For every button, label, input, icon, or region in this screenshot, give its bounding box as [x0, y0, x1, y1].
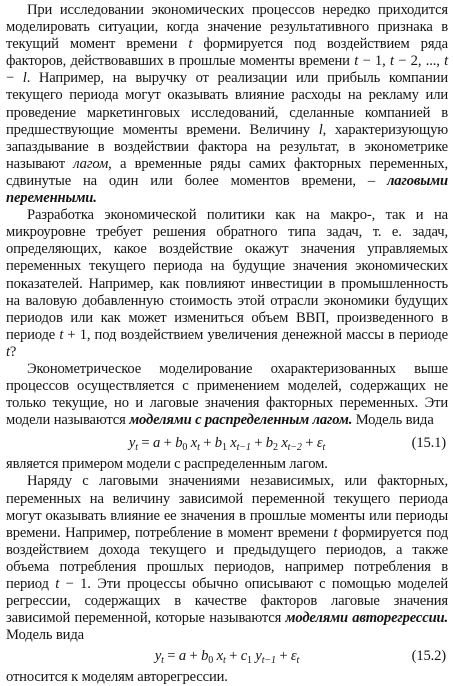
term-lag: лагом	[73, 155, 109, 172]
paragraph-3-continuation: является примером модели с распределенным лагом.	[6, 456, 328, 473]
formula-15-2-number: (15.2)	[411, 648, 446, 665]
formula-15-1	[6, 432, 448, 454]
formula-15-1-number: (15.1)	[411, 435, 446, 452]
term-distributed-lag-models: моделями с распределенным лагом.	[129, 412, 353, 429]
term-lag-variables: лаговыми переменными.	[6, 172, 448, 207]
formula-15-1-expression: $y_t = a + b_0$ $x_t + b_1$ $x_{t-1} + b_2$ $x_{t-2} + \varepsilon_t$	[128, 435, 326, 454]
formula-15-2	[6, 645, 448, 667]
term-autoregression-models: моделями авторегрессии.	[285, 610, 448, 627]
formula-15-2-expression: $y_t = a + b_0$ $x_t + c_1$ $y_{t-1} + \varepsilon_t$	[154, 648, 300, 667]
paragraph-2: Разработка экономической политики как на макро-, так и на микроуровне требует решения обратного типа задач, т. е. задач, определяющих, какое воздействие окажут значения управляемых переменных текущего периода на будущие значения экономических показателей. Например, как повлияют инвестиции в промышленность на валовую добавленную стоимость этой отрасли экономики будущих периодов или как может измениться объем ВВП, произведенного в периоде t + 1, под воздействием увеличения денежной массы в периоде t?	[6, 207, 448, 360]
paragraph-3: Эконометрическое моделирование охарактеризованных выше процессов осуществляется с применением моделей, содержащих не только текущие, но и лаговые значения факторных переменных. Эти модели называются моделями с распределенным лагом. Модель вида	[6, 360, 448, 429]
paragraph-4: Наряду с лаговыми значениями независимых, или факторных, переменных на величину зависимой переменной текущего периода могут оказывать влияние ее значения в прошлые моменты или периоды времени. Например, потребление в момент времени t формируется под воздействием дохода текущего и предыдущего периодов, а также объема потребления прошлых периодов, например потребления в период t − 1. Эти процессы обычно описывают с помощью моделей регрессии, содержащих в качестве факторов лаговые значения зависимой переменной, которые называются моделями авторегрессии. Модель вида	[6, 473, 449, 644]
paragraph-4-continuation: относится к моделям авторегрессии.	[6, 669, 228, 686]
paragraph-1: При исследовании экономических процессов нередко приходится моделировать ситуации, когда значение результативного признака в текущий момент времени t формируется под воздействием ряда факторов, действовавших в прошлые моменты времени t − 1, t − 2, ..., t − l. Например, на выручку от реализации или прибыль компании текущего периода могут оказывать влияние расходы на рекламу или проведение маркетинговых исследований, сделанные компанией в предшествующие моменты времени. Величину l, характеризующую запаздывание в воздействии фактора на результат, в эконометрике называют лагом, а временные ряды самих факторных переменных, сдвинутые на один или более моментов времени, – лаговыми переменными.	[6, 2, 449, 207]
